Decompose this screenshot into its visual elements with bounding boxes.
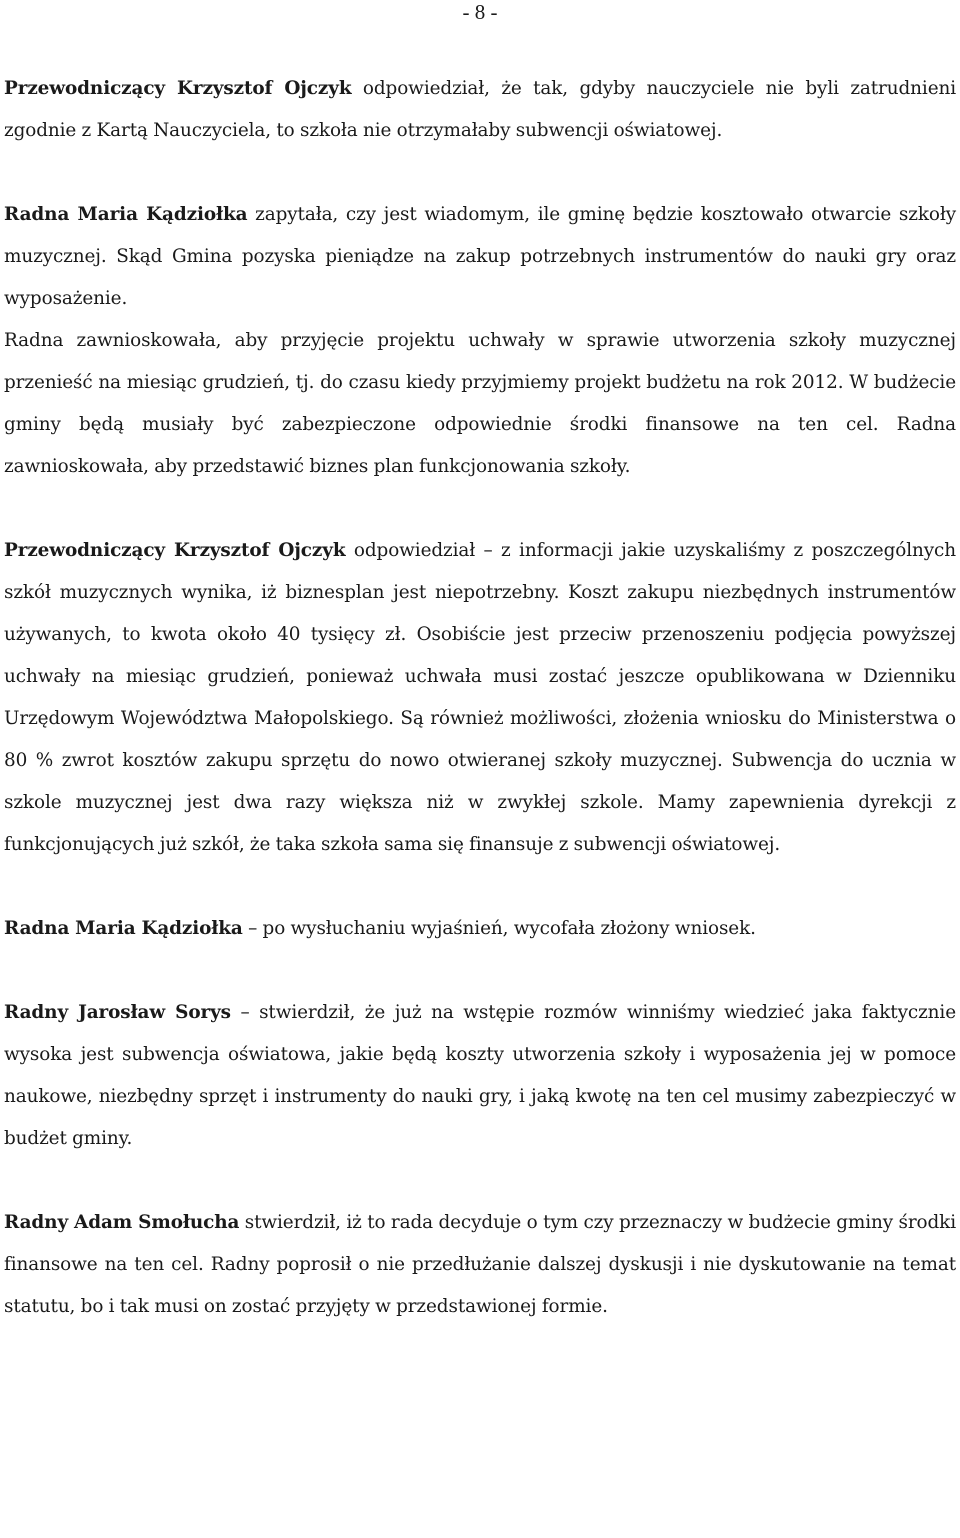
paragraph-text: odpowiedział, że tak, gdyby nauczyciele nie byli zatrudnieni zgodnie z Kartą Nauczyciela, to szkoła nie otrzymałaby subwencji oświatowej. — [4, 78, 957, 141]
paragraph-4 — [4, 530, 956, 866]
speaker-name: Przewodniczący Krzysztof Ojczyk — [4, 78, 352, 99]
paragraph-6 — [4, 992, 956, 1160]
paragraph-text: odpowiedział – z informacji jakie uzyskaliśmy z poszczególnych szkół muzycznych wynika, iż biznesplan jest niepotrzebny. Koszt zakupu niezbędnych instrumentów używanych, to kwota około 40 tysięcy zł. Osobiście jest przeciw przenoszeniu podjęcia powyższej uchwały na miesiąc grudzień, ponieważ uchwała musi zostać jeszcze opublikowana w Dzienniku Urzędowym Województwa Małopolskiego. Są również możliwości, złożenia wniosku do Ministerstwa o 80 % zwrot kosztów zakupu sprzętu do nowo otwieranej szkoły muzycznej. Subwencja do ucznia w szkole muzycznej jest dwa razy większa niż w zwykłej szkole. Mamy zapewnienia dyrekcji z funkcjonujących już szkół, że taka szkoła sama się finansuje z subwencji oświatowej. — [4, 540, 956, 855]
paragraph-7 — [4, 1202, 956, 1328]
document-body — [4, 68, 956, 1328]
paragraph-1 — [4, 68, 956, 152]
paragraph-3 — [4, 320, 956, 488]
paragraph-text: Radna zawnioskowała, aby przyjęcie projektu uchwały w sprawie utworzenia szkoły muzycznej przenieść na miesiąc grudzień, tj. do czasu kiedy przyjmiemy projekt budżetu na rok 2012. W budżecie gminy będą musiały być zabezpieczone odpowiednie środki finansowe na ten cel. Radna zawnioskowała, aby przedstawić biznes plan funkcjonowania szkoły. — [4, 330, 956, 477]
paragraph-text: – po wysłuchaniu wyjaśnień, wycofała złożony wniosek. — [242, 918, 756, 939]
paragraph-text: stwierdził, iż to rada decyduje o tym czy przeznaczy w budżecie gminy środki finansowe na ten cel. Radny poprosił o nie przedłużanie dalszej dyskusji i nie dyskutowanie na temat statutu, bo i tak musi on zostać przyjęty w przedstawionej formie. — [4, 1212, 956, 1317]
speaker-name: Przewodniczący Krzysztof Ojczyk — [4, 540, 346, 561]
page-number: - 8 - — [462, 0, 498, 24]
paragraph-2 — [4, 194, 956, 320]
paragraph-5 — [4, 908, 956, 950]
paragraph-text: zapytała, czy jest wiadomym, ile gminę będzie kosztowało otwarcie szkoły muzycznej. Skąd Gmina pozyska pieniądze na zakup potrzebnych instrumentów do nauki gry oraz wyposażenie. — [4, 204, 956, 309]
speaker-name: Radna Maria Kądziołka — [4, 918, 243, 939]
speaker-name: Radna Maria Kądziołka — [4, 204, 248, 225]
speaker-name: Radny Adam Smołucha — [4, 1212, 240, 1233]
speaker-name: Radny Jarosław Sorys — [4, 1002, 231, 1023]
paragraph-text: – stwierdził, że już na wstępie rozmów winniśmy wiedzieć jaka faktycznie wysoka jest subwencja oświatowa, jakie będą koszty utworzenia szkoły i wyposażenia jej w pomoce naukowe, niezbędny sprzęt i instrumenty do nauki gry, i jaką kwotę na ten cel musimy zabezpieczyć w budżet gminy. — [4, 1002, 956, 1149]
